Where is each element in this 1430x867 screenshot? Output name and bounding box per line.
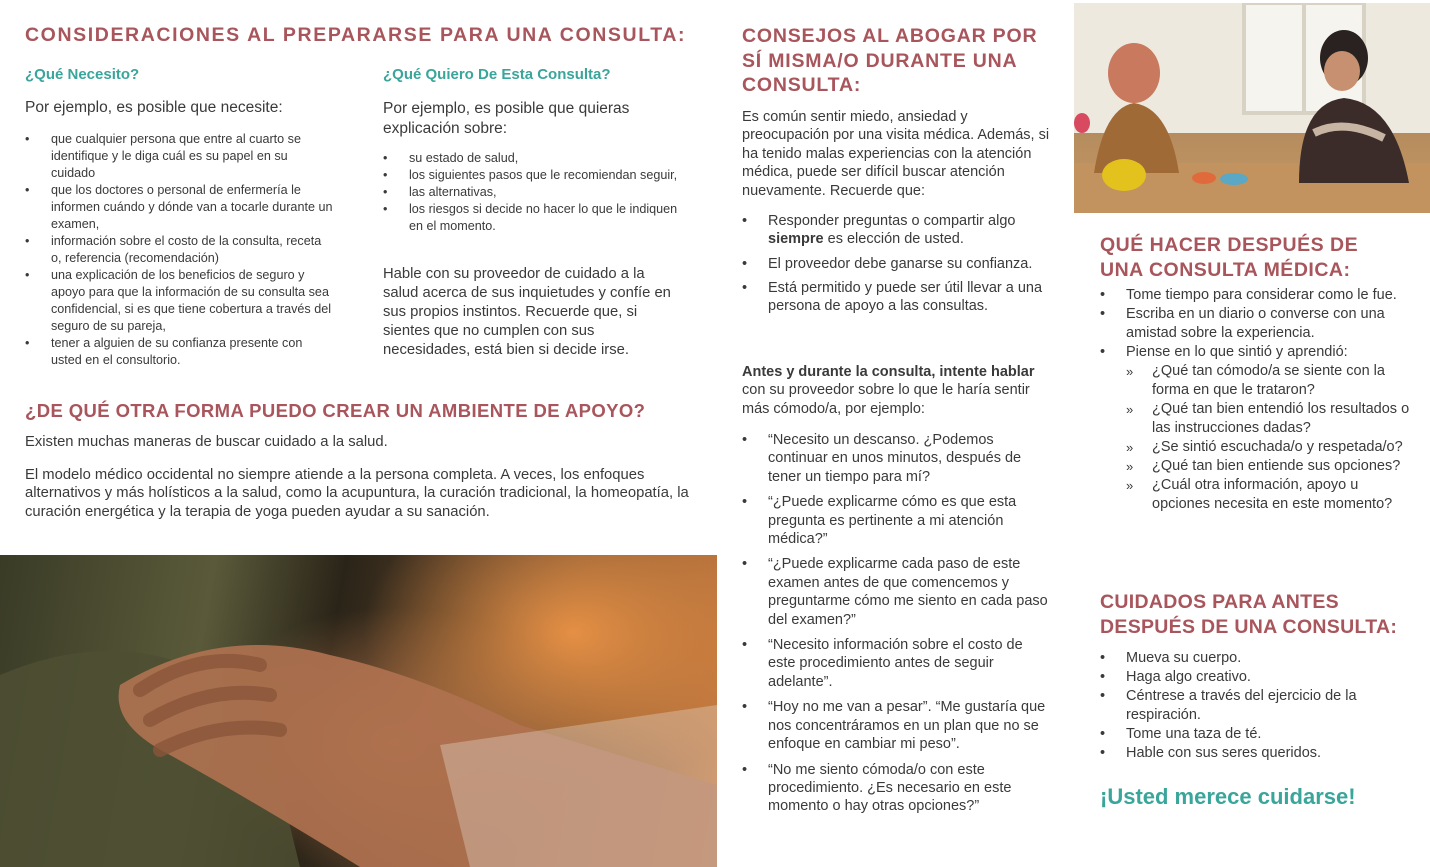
two-women-illustration [1074, 3, 1430, 213]
after-sublist [1100, 362, 1410, 514]
before-during-text [742, 363, 1047, 418]
need-list [25, 131, 335, 369]
list-item: • que los doctores o personal de enfermería le informen cuándo y dónde van a tocarle durante un examen, [25, 182, 335, 233]
want-subheading: ¿Qué Quiero De Esta Consulta? [383, 66, 611, 83]
support-p1: Existen muchas maneras de buscar cuidado a la salud. [25, 434, 388, 450]
support-heading: ¿DE QUÉ OTRA FORMA PUEDO CREAR UN AMBIENTE DE APOYO? [25, 400, 646, 421]
advocacy-heading: CONSEJOS AL ABOGAR POR SÍ MISMA/O DURANTE UNA CONSULTA: [742, 25, 1038, 96]
list-item: • “No me siento cómoda/o con este procedimiento. ¿Es necesario en este momento o hay otras opciones?” [742, 761, 1050, 816]
item-text: es elección de usted. [823, 231, 964, 248]
list-item: • los riesgos si decide no hacer lo que le indiquen en el momento. [383, 201, 683, 235]
support-p2: El modelo médico occidental no siempre atiende a la persona completa. A veces, los enfoques alternativos y más holísticos a la salud, como la acupuntura, la curación tradicional, la homeopatía, la curación energética y la terapia de yoga pueden ayudar a su sanación. [25, 467, 689, 520]
list-item: • información sobre el costo de la consulta, receta o, referencia (recomendación) [25, 233, 335, 267]
list-item: • su estado de salud, [383, 150, 683, 167]
hand-on-shoulder-photo [0, 555, 717, 867]
after-section [1100, 286, 1410, 514]
list-item: • las alternativas, [383, 184, 683, 201]
want-list [383, 150, 683, 235]
main-heading: CONSIDERACIONES AL PREPARARSE PARA UNA CONSULTA: [25, 24, 687, 46]
item-text: Responder preguntas o compartir algo [768, 213, 1016, 229]
list-item: • Tome tiempo para considerar como le fue. [1100, 286, 1410, 305]
list-item: • El proveedor debe ganarse su confianza. [742, 255, 1052, 273]
before-during-rest: con su proveedor sobre lo que le haría sentir más cómodo/a, por ejemplo: [742, 382, 1030, 417]
list-item: • Tome una taza de té. [1100, 725, 1400, 744]
advocacy-list [742, 212, 1052, 315]
quote-list [742, 431, 1050, 816]
list-item: » ¿Qué tan bien entendió los resultados o las instrucciones dadas? [1126, 400, 1410, 438]
closing-slogan: ¡Usted merece cuidarse! [1100, 784, 1356, 809]
before-during-bold: Antes y durante la consulta, intente hablar [742, 364, 1035, 380]
list-item: • “Necesito un descanso. ¿Podemos continuar en unos minutos, después de tener un tiempo para mí? [742, 431, 1050, 486]
list-item: » ¿Qué tan bien entiende sus opciones? [1126, 457, 1410, 476]
list-item: • “¿Puede explicarme cómo es que esta pregunta es pertinente a mi atención médica?” [742, 493, 1050, 548]
list-item: • “¿Puede explicarme cada paso de este examen antes de que comencemos y preguntarme cómo me siento en cada paso del examen?” [742, 555, 1050, 629]
list-item: • “Necesito información sobre el costo de este procedimiento antes de seguir adelante”. [742, 636, 1050, 691]
list-item [742, 212, 1052, 249]
list-item: • Hable con sus seres queridos. [1100, 744, 1400, 763]
need-intro: Por ejemplo, es posible que necesite: [25, 99, 283, 116]
list-item: • Céntrese a través del ejercicio de la respiración. [1100, 687, 1400, 725]
list-item: » ¿Cuál otra información, apoyo u opciones necesita en este momento? [1126, 476, 1410, 514]
list-item: • “Hoy no me van a pesar”. “Me gustaría que nos concentráramos en un plan que no se enfoque en cambiar mi peso”. [742, 698, 1050, 753]
care-list [1100, 649, 1400, 763]
list-item: • tener a alguien de su confianza presente con usted en el consultorio. [25, 335, 335, 369]
item-emphasis: siempre [768, 231, 824, 248]
after-list [1100, 286, 1410, 362]
list-item: • Mueva su cuerpo. [1100, 649, 1400, 668]
advocacy-intro: Es común sentir miedo, ansiedad y preocupación por una visita médica. Además, si ha tenido malas experiencias con la atención médica, puede ser difícil buscar atención nuevamente. Recuerde que: [742, 109, 1050, 199]
list-item: » ¿Se sintió escuchada/o y respetada/o? [1126, 438, 1410, 457]
two-women-photo [1074, 3, 1430, 213]
care-heading: CUIDADOS PARA ANTES DESPUÉS DE UNA CONSULTA: [1100, 591, 1398, 638]
list-item: • Piense en lo que sintió y aprendió: [1100, 343, 1410, 362]
list-item: • los siguientes pasos que le recomiendan seguir, [383, 167, 683, 184]
need-subheading: ¿Qué Necesito? [25, 66, 140, 83]
want-intro: Por ejemplo, es posible que quieras explicación sobre: [383, 100, 630, 137]
after-heading: QUÉ HACER DESPUÉS DE UNA CONSULTA MÉDICA: [1100, 234, 1359, 281]
list-item: • Está permitido y puede ser útil llevar a una persona de apoyo a las consultas. [742, 279, 1052, 316]
list-item: • que cualquier persona que entre al cuarto se identifique y le diga cuál es su papel en su cuidado [25, 131, 335, 182]
hand-illustration [0, 555, 717, 867]
list-item: • una explicación de los beneficios de seguro y apoyo para que la información de su consulta sea confidencial, si es que tiene cobertura a través del seguro de su pareja, [25, 267, 335, 335]
want-closing: Hable con su proveedor de cuidado a la salud acerca de sus inquietudes y confíe en sus propios instintos. Recuerde que, si sientes que no cumplen con sus necesidades, está bien si decide irse. [383, 266, 671, 358]
list-item: • Escriba en un diario o converse con una amistad sobre la experiencia. [1100, 305, 1410, 343]
list-item: • Haga algo creativo. [1100, 668, 1400, 687]
list-item: » ¿Qué tan cómodo/a se siente con la forma en que le trataron? [1126, 362, 1410, 400]
